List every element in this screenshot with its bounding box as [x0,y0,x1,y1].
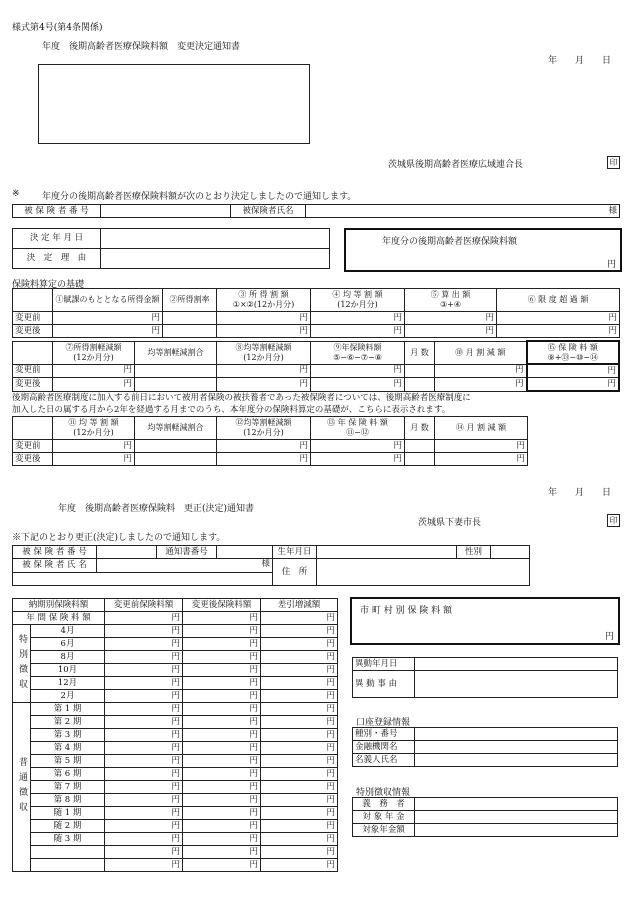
yen-cell[interactable]: 円 [311,364,405,378]
yen-cell[interactable]: 円 [261,651,338,664]
row-label-before: 変更前 [13,364,53,378]
special-row-value[interactable] [415,824,618,837]
period-label: 2月 [31,690,105,703]
yen-cell[interactable]: 円 [105,859,183,872]
yen-cell[interactable]: 円 [261,716,338,729]
empty-cell[interactable] [405,364,435,378]
t2-h6: ⑩ 月 割 減 額 [435,341,527,364]
yen-cell[interactable]: 円 [405,325,497,338]
insured-number-label: 被 保 険 者 番 号 [13,205,101,218]
yen-cell[interactable]: 円 [105,729,183,742]
t3-h1: ⑪ 均 等 割 額 (12か月分) [53,417,135,440]
period-label [31,859,105,872]
t1-h3: ③ 所 得 割 額 ①×②(12か月分) [217,289,311,312]
yen-cell[interactable]: 円 [183,651,261,664]
empty-cell[interactable] [405,440,435,453]
special-row-label: 義 務 者 [353,798,415,811]
empty-cell[interactable] [135,440,217,453]
yen-cell[interactable]: 円 [105,690,183,703]
yen-cell[interactable]: 円 [261,638,338,651]
municipal-yen: 円 [604,632,614,642]
yen-cell[interactable]: 円 [105,625,183,638]
yen-cell[interactable]: 円 [105,677,183,690]
basis-table-1 [12,288,620,338]
yen-cell[interactable]: 円 [261,807,338,820]
yen-cell[interactable]: 円 [53,453,135,466]
insured-number-value[interactable] [97,546,157,559]
yen-cell[interactable]: 円 [105,638,183,651]
period-label: 随 3 期 [31,833,105,846]
yen-cell[interactable]: 円 [183,768,261,781]
premium-box-yen: 円 [606,260,616,270]
period-label: 12月 [31,677,105,690]
empty-cell[interactable] [135,453,217,466]
t1-h5: ⑤ 算 出 額 ③+④ [405,289,497,312]
empty-cell[interactable] [163,325,217,338]
yen-cell[interactable]: 円 [261,781,338,794]
t3-h0 [13,417,53,440]
yen-cell[interactable]: 円 [217,325,311,338]
notice-number-label: 通知書番号 [157,546,217,559]
bank-row-value[interactable] [415,741,618,754]
yen-cell[interactable]: 円 [183,781,261,794]
period-label: 6月 [31,638,105,651]
period-label: 8月 [31,651,105,664]
period-label: 第 5 期 [31,755,105,768]
t2-h5: 月 数 [405,341,435,364]
yen-cell[interactable]: 円 [217,440,311,453]
decision-reason-value[interactable] [101,249,330,269]
t3-h3: ⑫均等割軽減額 (12か月分) [217,417,311,440]
yen-cell[interactable]: 円 [105,781,183,794]
yen-cell[interactable]: 円 [405,312,497,325]
yen-cell[interactable]: 円 [261,859,338,872]
notice-number-value[interactable] [217,546,273,559]
yen-cell[interactable]: 円 [53,364,135,378]
decision-date-value[interactable] [101,229,330,249]
change-date-label: 異動年月日 [353,658,415,671]
yen-cell[interactable]: 円 [261,755,338,768]
bank-row-label: 種別・番号 [353,728,415,741]
t2-h2: 均等割軽減割合 [135,341,217,364]
t3-h2: 均等割軽減割合 [135,417,217,440]
yen-cell[interactable]: 円 [105,794,183,807]
basis-table-3 [12,416,528,466]
yen-cell[interactable]: 円 [261,833,338,846]
insured-name-label: 被保険者氏名 [231,205,306,218]
notice1-date: 年 月 日 [548,56,612,66]
yen-cell[interactable]: 円 [183,807,261,820]
insured-name-value[interactable]: 様 [306,205,620,218]
yen-cell[interactable]: 円 [311,378,405,392]
insured-number-label: 被 保 険 者 番 号 [13,546,97,559]
empty-cell[interactable] [135,378,217,392]
insured-info-table [12,204,620,218]
change-table [352,657,618,698]
yen-cell[interactable]: 円 [311,440,405,453]
bank-row-label: 名義人氏名 [353,754,415,767]
yen-cell[interactable]: 円 [527,378,620,392]
yen-cell[interactable]: 円 [311,325,405,338]
special-row-label: 対象年金額 [353,824,415,837]
yen-cell[interactable]: 円 [105,846,183,859]
yen-cell[interactable]: 円 [217,312,311,325]
row-label-before: 変更前 [13,440,53,453]
blank-row [13,572,273,586]
t2-h0 [13,341,53,364]
yen-cell[interactable]: 円 [261,677,338,690]
period-label: 第 6 期 [31,768,105,781]
yen-cell[interactable]: 円 [217,364,311,378]
notice1-title: 年度 後期高齢者医療保険料額 変更決定通知書 [42,42,241,52]
notice2-title: 年度 後期高齢者医療保険料 更正(決定)通知書 [58,504,255,514]
pt-header-0: 納期別保険料額 [13,599,105,612]
yen-cell[interactable]: 円 [497,325,620,338]
pt-header-2: 変更後保険料額 [183,599,261,612]
yen-cell[interactable]: 円 [183,755,261,768]
yen-cell[interactable]: 円 [183,716,261,729]
yen-cell[interactable]: 円 [105,807,183,820]
notice2-issuer: 茨城県下妻市長 [418,518,482,528]
insured-number-value[interactable] [101,205,231,218]
yen-cell[interactable]: 円 [183,703,261,716]
birthdate-label: 生年月日 [273,546,317,559]
decision-reason-label: 決 定 理 由 [13,249,101,269]
yen-cell[interactable]: 円 [527,364,620,378]
yen-cell[interactable]: 円 [183,729,261,742]
yen-cell[interactable]: 円 [217,453,311,466]
period-label: 第 2 期 [31,716,105,729]
yen-cell[interactable]: 円 [105,716,183,729]
yen-cell[interactable]: 円 [435,378,527,392]
note-mark: ※ [12,189,20,199]
municipal-label: 市 町 村 別 保 険 料 額 [360,606,453,616]
yen-cell[interactable]: 円 [183,833,261,846]
yen-cell[interactable]: 円 [183,846,261,859]
special-row-value[interactable] [415,811,618,824]
yen-cell[interactable]: 円 [183,690,261,703]
special-table [352,797,618,837]
yen-cell[interactable]: 円 [105,612,183,625]
row-label-after: 変更後 [13,378,53,392]
notice2-intro: ※下記のとおり更正(決定)しましたので通知します。 [12,533,226,543]
yen-cell[interactable]: 円 [105,742,183,755]
yen-cell[interactable]: 円 [53,440,135,453]
yen-cell[interactable]: 円 [261,729,338,742]
period-label: 第 8 期 [31,794,105,807]
premium-box [344,228,622,272]
empty-cell[interactable] [405,453,435,466]
empty-cell[interactable] [163,312,217,325]
t3-h5: 月 数 [405,417,435,440]
yen-cell[interactable]: 円 [261,690,338,703]
yen-cell[interactable]: 円 [183,794,261,807]
yen-cell[interactable]: 円 [261,612,338,625]
t1-h6: ⑥ 限 度 超 過 額 [497,289,620,312]
change-date-value[interactable] [415,658,618,671]
period-label: 第 3 期 [31,729,105,742]
yen-cell[interactable]: 円 [105,820,183,833]
notice1-intro: 年度分の後期高齢者医療保険料額が次のとおり決定しましたので通知します。 [42,192,357,202]
row-label-before: 変更前 [13,312,53,325]
sex-label: 性別 [457,546,491,559]
period-label: 第 7 期 [31,781,105,794]
yen-cell[interactable]: 円 [105,833,183,846]
birthdate-value[interactable] [317,546,457,559]
empty-cell[interactable] [405,378,435,392]
yen-cell[interactable]: 円 [105,651,183,664]
t2-h3: ⑧均等割軽減額 (12か月分) [217,341,311,364]
yen-cell[interactable]: 円 [105,703,183,716]
normal-collection-label: 普通徴収 [13,703,31,872]
special-row-label: 対 象 年 金 [353,811,415,824]
yen-cell[interactable]: 円 [311,453,405,466]
yen-cell[interactable]: 円 [261,846,338,859]
period-label: 随 1 期 [31,807,105,820]
yen-cell[interactable]: 円 [183,612,261,625]
yen-cell[interactable]: 円 [311,312,405,325]
yen-cell[interactable]: 円 [183,638,261,651]
bank-row-value[interactable] [415,754,618,767]
pt-header-1: 変更前保険料額 [105,599,183,612]
pt-header-3: 差引増減額 [261,599,338,612]
yen-cell[interactable]: 円 [261,820,338,833]
t2-h7: ⑮ 保 険 料 額 ⑨+⑬−⑩−⑭ [527,341,620,364]
special-collection-label: 特別徴収 [13,625,31,703]
period-label: 第 4 期 [31,742,105,755]
annual-label: 年 間 保 険 料 額 [13,612,105,625]
explanation-text: 後期高齢者医療制度に加入する前日において被用者保険の被扶養者であった被保険者については、後期高齢者医療制度に 加入した日の属する月から2年を経過する月までのうち、本年度分の保険料算定の基礎が、こちらに表示されます。 [12,393,471,415]
yen-cell[interactable]: 円 [497,312,620,325]
basis-label: 保険料算定の基礎 [12,280,85,290]
yen-cell[interactable]: 円 [261,664,338,677]
municipal-box [350,597,620,645]
yen-cell[interactable]: 円 [183,664,261,677]
yen-cell[interactable]: 円 [105,755,183,768]
row-label-after: 変更後 [13,325,53,338]
notice2-date: 年 月 日 [548,488,612,498]
premium-table [12,598,338,872]
yen-cell[interactable]: 円 [261,625,338,638]
address-value[interactable] [317,559,530,586]
yen-cell[interactable]: 円 [261,742,338,755]
yen-cell[interactable]: 円 [105,768,183,781]
seal-stamp: 印 [607,514,620,527]
decision-date-label: 決 定 年 月 日 [13,229,101,249]
basis-table-2 [12,340,620,392]
t3-h6: ⑭ 月 割 減 額 [435,417,528,440]
period-label [31,846,105,859]
address-window [38,64,310,144]
bank-table [352,727,618,767]
yen-cell[interactable]: 円 [53,312,163,325]
period-label: 4月 [31,625,105,638]
decision-table [12,228,330,269]
period-label: 随 2 期 [31,820,105,833]
period-label: 第 1 期 [31,703,105,716]
yen-cell[interactable]: 円 [435,440,528,453]
bank-title: 口座登録情報 [356,718,411,728]
sex-value[interactable] [491,546,530,559]
row-label-after: 変更後 [13,453,53,466]
t1-h0 [13,289,53,312]
yen-cell[interactable]: 円 [183,820,261,833]
change-reason-label: 異 動 事 由 [353,671,415,698]
change-reason-value[interactable] [415,671,618,698]
t2-h1: ⑦所得割軽減額 (12か月分) [53,341,135,364]
yen-cell[interactable]: 円 [435,364,527,378]
bank-row-label: 金融機関名 [353,741,415,754]
form-number: 様式第4号(第4条関係) [12,23,103,33]
yen-cell[interactable]: 円 [105,664,183,677]
t3-h4: ⑬ 年 保 険 料 額 ⑪−⑫ [311,417,405,440]
period-label: 10月 [31,664,105,677]
insured-name-label: 被 保 険 者 氏 名 [13,559,97,573]
seal-stamp: 印 [607,156,620,169]
premium-box-label: 年度分の後期高齢者医療保険料額 [382,237,518,247]
address-label: 住 所 [273,559,317,586]
yen-cell[interactable]: 円 [217,378,311,392]
yen-cell[interactable]: 円 [183,859,261,872]
t1-h2: ②所得割率 [163,289,217,312]
insured-block [12,545,530,586]
insured-name-value[interactable]: 様 [97,559,273,573]
yen-cell[interactable]: 円 [183,742,261,755]
t2-h4: ⑨年保険料額 ⑤−⑥−⑦−⑧ [311,341,405,364]
notice1-issuer: 茨城県後期高齢者医療広域連合長 [388,160,524,170]
yen-cell[interactable]: 円 [261,703,338,716]
yen-cell[interactable]: 円 [261,768,338,781]
yen-cell[interactable]: 円 [53,378,135,392]
t1-h1: ①賦課のもととなる所得金額 [53,289,163,312]
t1-h4: ④ 均 等 割 額 (12か月分) [311,289,405,312]
empty-cell[interactable] [135,364,217,378]
yen-cell[interactable]: 円 [183,677,261,690]
yen-cell[interactable]: 円 [183,625,261,638]
bank-row-value[interactable] [415,728,618,741]
special-row-value[interactable] [415,798,618,811]
special-title: 特別徴収情報 [356,788,411,798]
yen-cell[interactable]: 円 [261,794,338,807]
yen-cell[interactable]: 円 [53,325,163,338]
yen-cell[interactable]: 円 [435,453,528,466]
